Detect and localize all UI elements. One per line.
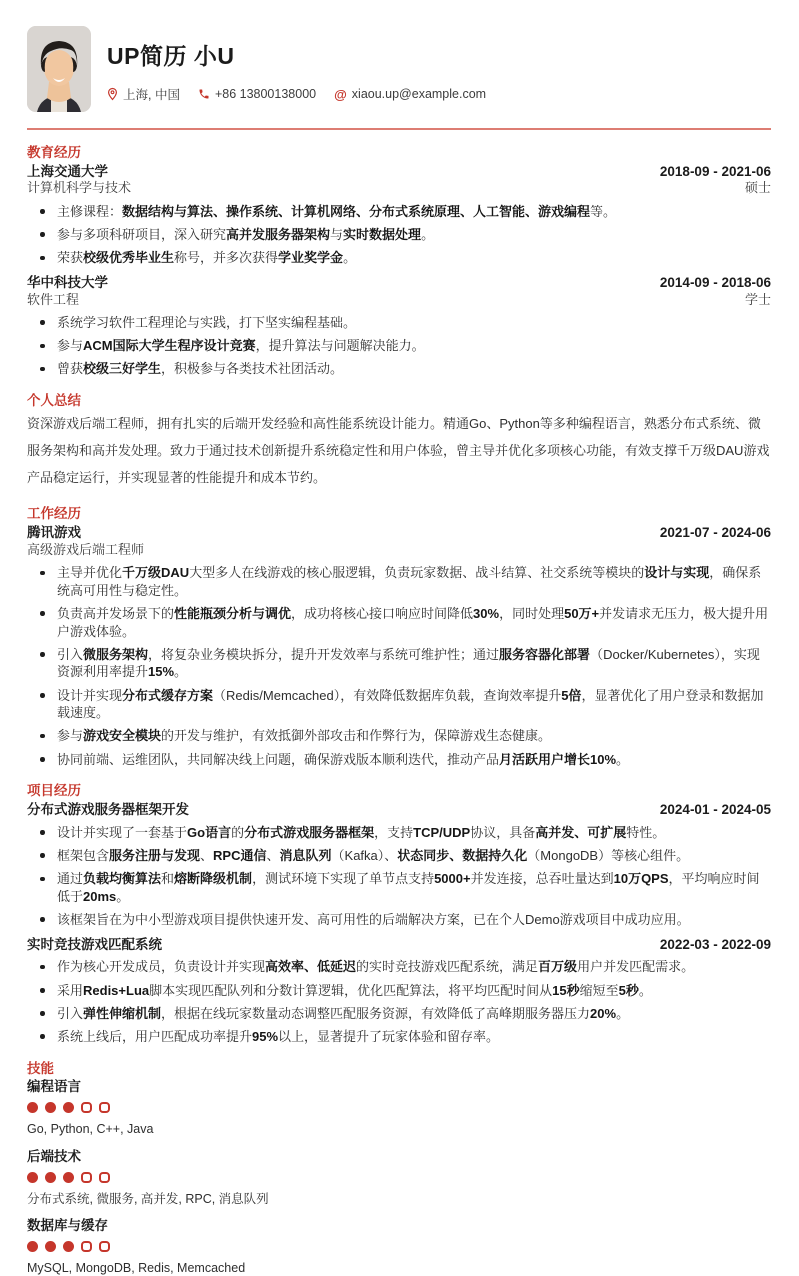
- section-title: 技能: [27, 1060, 54, 1076]
- profile-photo-illustration: [27, 26, 91, 112]
- skill-name: 数据库与缓存: [27, 1218, 108, 1234]
- contact-item: [107, 85, 180, 103]
- entry-title: 分布式游戏服务器框架开发: [27, 801, 189, 817]
- skill-name: 编程语言: [27, 1079, 81, 1095]
- header-divider: [27, 128, 771, 130]
- entry: [27, 275, 771, 378]
- bullet-item: 系统学习软件工程理论与实践，打下坚实编程基础。: [27, 314, 771, 332]
- phone-icon: [198, 88, 210, 100]
- entry-subtitle: 软件工程: [27, 291, 80, 307]
- bullet-item: 系统上线后，用户匹配成功率提升95%以上，显著提升了玩家体验和留存率。: [27, 1028, 771, 1046]
- bullet-item: 通过负载均衡算法和熔断降级机制，测试环境下实现了单节点支持5000+并发连接，总吞吐量达到10万QPS，平均响应时间低于20ms。: [27, 870, 771, 905]
- bullet-list: [27, 203, 771, 267]
- skill-block: [27, 1079, 771, 1137]
- skill-name: 后端技术: [27, 1148, 81, 1164]
- skill-dot-filled: [45, 1102, 56, 1113]
- skill-dot-empty: [99, 1241, 110, 1252]
- section-个人总结: [27, 393, 771, 491]
- bullet-list: [27, 564, 771, 768]
- skill-dot-filled: [63, 1172, 74, 1183]
- bullet-item: 协同前端、运维团队，共同解决线上问题，确保游戏版本顺利迭代，推动产品月活跃用户增长10%。: [27, 751, 771, 769]
- section-title: 项目经历: [27, 783, 81, 799]
- skill-dot-empty: [81, 1241, 92, 1252]
- skill-dot-empty: [99, 1172, 110, 1183]
- entry-header: [27, 802, 771, 818]
- entry-degree: 硕士: [744, 180, 771, 196]
- contact-item: [334, 87, 486, 101]
- skill-dot-empty: [81, 1172, 92, 1183]
- entry-date: 2024-01 - 2024-05: [659, 801, 771, 817]
- skill-block: [27, 1149, 771, 1207]
- section-title: 教育经历: [27, 145, 81, 160]
- section-title: 工作经历: [27, 506, 81, 522]
- skill-level-dots: [27, 1241, 771, 1252]
- entry-title: 实时竞技游戏匹配系统: [27, 936, 162, 952]
- entry-subtitle: 计算机科学与技术: [27, 180, 132, 196]
- bullet-item: 主导并优化千万级DAU大型多人在线游戏的核心服逻辑，负责玩家数据、战斗结算、社交系统等模块的设计与实现，确保系统高可用性与稳定性。: [27, 564, 771, 599]
- entry-subtitle: 高级游戏后端工程师: [27, 541, 145, 557]
- bullet-item: 参与游戏安全模块的开发与维护，有效抵御外部攻击和作弊行为，保障游戏生态健康。: [27, 727, 771, 745]
- summary-text: 资深游戏后端工程师，拥有扎实的后端开发经验和高性能系统设计能力。精通Go、Python等多种编程语言，熟悉分布式系统、微服务架构和高并发处理。致力于通过技术创新提升系统稳定性和用户体验，曾主导并优化多项核心功能，有效支撑千万级DAU游戏产品稳定运行，并实现显著的性能提升和成本节约。: [27, 416, 770, 485]
- contact-item: [198, 87, 316, 101]
- entry-date: 2022-03 - 2022-09: [659, 936, 771, 952]
- entry-subheader: [27, 180, 771, 196]
- header-main: [107, 26, 486, 103]
- section-教育经历: [27, 145, 771, 378]
- contact-text: +86 13800138000: [214, 87, 317, 101]
- skill-dot-filled: [45, 1241, 56, 1252]
- skill-level-dots: [27, 1172, 771, 1183]
- bullet-item: 负责高并发场景下的性能瓶颈分析与调优，成功将核心接口响应时间降低30%，同时处理50万+并发请求无压力，极大提升用户游戏体验。: [27, 605, 771, 640]
- contact-row: [107, 85, 486, 103]
- entry-date: 2018-09 - 2021-06: [659, 163, 771, 179]
- bullet-item: 曾获校级三好学生，积极参与各类技术社团活动。: [27, 360, 771, 378]
- bullet-item: 荣获校级优秀毕业生称号，并多次获得学业奖学金。: [27, 249, 771, 267]
- resume-header: [27, 26, 771, 112]
- entry-date: 2021-07 - 2024-06: [659, 524, 771, 540]
- bullet-item: 参与多项科研项目，深入研究高并发服务器架构与实时数据处理。: [27, 226, 771, 244]
- skill-dot-filled: [27, 1172, 38, 1183]
- entry-title: 华中科技大学: [27, 274, 108, 290]
- entry: [27, 802, 771, 929]
- skill-detail: 分布式系统, 微服务, 高并发, RPC, 消息队列: [27, 1191, 269, 1206]
- bullet-item: 设计并实现了一套基于Go语言的分布式游戏服务器框架，支持TCP/UDP协议，具备高并发、可扩展特性。: [27, 824, 771, 842]
- skill-dot-filled: [27, 1102, 38, 1113]
- contact-text: 上海, 中国: [123, 88, 180, 102]
- skill-dot-empty: [99, 1102, 110, 1113]
- bullet-list: [27, 824, 771, 929]
- bullet-item: 参与ACM国际大学生程序设计竞赛，提升算法与问题解决能力。: [27, 337, 771, 355]
- entry-date: 2014-09 - 2018-06: [659, 274, 771, 290]
- skill-dot-filled: [45, 1172, 56, 1183]
- candidate-name: UP简历 小U: [107, 43, 235, 69]
- section-项目经历: [27, 783, 771, 1045]
- bullet-list: [27, 958, 771, 1045]
- entry: [27, 164, 771, 267]
- bullet-item: 主修课程：数据结构与算法、操作系统、计算机网络、分布式系统原理、人工智能、游戏编程等。: [27, 203, 771, 221]
- entry: [27, 525, 771, 768]
- skill-dot-filled: [63, 1241, 74, 1252]
- location-icon: [107, 87, 118, 101]
- section-技能: [27, 1061, 771, 1276]
- entry: [27, 937, 771, 1046]
- at-icon: @: [334, 86, 347, 102]
- contact-text: xiaou.up@example.com: [351, 87, 487, 101]
- entry-title: 腾讯游戏: [27, 524, 81, 540]
- profile-photo: [27, 26, 91, 112]
- bullet-item: 作为核心开发成员，负责设计并实现高效率、低延迟的实时竞技游戏匹配系统，满足百万级用户并发匹配需求。: [27, 958, 771, 976]
- resume-sections: [27, 145, 771, 1276]
- skill-detail: Go, Python, C++, Java: [27, 1122, 154, 1137]
- bullet-item: 引入弹性伸缩机制，根据在线玩家数量动态调整匹配服务资源，有效降低了高峰期服务器压力20%。: [27, 1005, 771, 1023]
- entry-header: [27, 275, 771, 291]
- entry-subheader: [27, 292, 771, 308]
- entry-header: [27, 937, 771, 953]
- bullet-item: 引入微服务架构，将复杂业务模块拆分，提升开发效率与系统可维护性；通过服务容器化部署（Docker/Kubernetes），实现资源利用率提升15%。: [27, 646, 771, 681]
- bullet-item: 框架包含服务注册与发现、RPC通信、消息队列（Kafka）、状态同步、数据持久化（MongoDB）等核心组件。: [27, 847, 771, 865]
- bullet-item: 采用Redis+Lua脚本实现匹配队列和分数计算逻辑，优化匹配算法，将平均匹配时间从15秒缩短至5秒。: [27, 982, 771, 1000]
- entry-subheader: [27, 542, 771, 558]
- section-title: 个人总结: [27, 392, 81, 408]
- bullet-list: [27, 314, 771, 378]
- skill-dot-filled: [27, 1241, 38, 1252]
- skill-level-dots: [27, 1102, 771, 1113]
- skill-block: [27, 1218, 771, 1276]
- skill-detail: MySQL, MongoDB, Redis, Memcached: [27, 1261, 246, 1276]
- bullet-item: 该框架旨在为中小型游戏项目提供快速开发、高可用性的后端解决方案，已在个人Demo游戏项目中成功应用。: [27, 911, 771, 929]
- entry-header: [27, 164, 771, 180]
- skill-dot-empty: [81, 1102, 92, 1113]
- section-工作经历: [27, 506, 771, 768]
- entry-title: 上海交通大学: [27, 163, 108, 179]
- entry-degree: 学士: [744, 291, 771, 307]
- bullet-item: 设计并实现分布式缓存方案（Redis/Memcached），有效降低数据库负载，查询效率提升5倍，显著优化了用户登录和数据加载速度。: [27, 687, 771, 722]
- entry-header: [27, 525, 771, 541]
- skill-dot-filled: [63, 1102, 74, 1113]
